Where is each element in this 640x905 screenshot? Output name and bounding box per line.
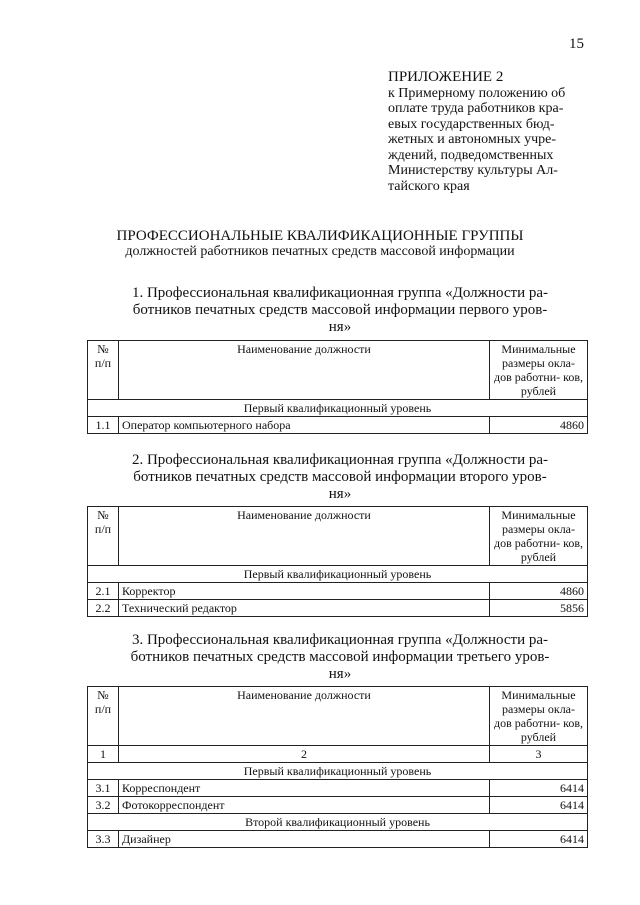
appendix-block [388, 70, 598, 194]
row-name: Дизайнер [119, 831, 490, 848]
index-row [88, 746, 588, 763]
row-num: 1.1 [88, 417, 119, 434]
row-num: 3.3 [88, 831, 119, 848]
document-title-line2: должностей работников печатных средств массовой информации [125, 244, 515, 259]
appendix-title: ПРИЛОЖЕНИЕ 2 [388, 69, 504, 85]
table-row [88, 417, 588, 434]
row-value: 5856 [490, 600, 588, 617]
row-value: 6414 [490, 780, 588, 797]
row-name: Фотокорреспондент [119, 797, 490, 814]
group-heading-line: ня» [328, 486, 352, 502]
row-value: 6414 [490, 831, 588, 848]
row-value: 6414 [490, 797, 588, 814]
header-name: Наименование должности [119, 687, 490, 746]
table-row [88, 797, 588, 814]
table-row [88, 831, 588, 848]
group-heading-line: ботников печатных средств массовой информации первого уров- [132, 302, 548, 318]
appendix-line: к Примерному положению об [388, 85, 566, 101]
table-header-row [88, 341, 588, 400]
level-row [88, 566, 588, 583]
row-name: Оператор компьютерного набора [119, 417, 490, 434]
table-header-row [88, 507, 588, 566]
index-cell: 3 [490, 746, 588, 763]
level-label: Первый квалификационный уровень [88, 763, 588, 780]
group-2-heading [110, 452, 570, 503]
level-label: Первый квалификационный уровень [88, 400, 588, 417]
row-name: Корреспондент [119, 780, 490, 797]
row-name: Технический редактор [119, 600, 490, 617]
appendix-line: жетных и автономных учре- [388, 132, 557, 147]
appendix-line: оплате труда работников кра- [388, 101, 564, 116]
group-2-table [87, 506, 588, 617]
level-row [88, 400, 588, 417]
header-min-salary: Минимальные размеры окла- дов работни- ков, рублей [490, 687, 588, 746]
group-3-heading [110, 632, 570, 683]
group-heading-line: ня» [328, 666, 352, 682]
header-name: Наименование должности [119, 507, 490, 566]
document-title-line1: ПРОФЕССИОНАЛЬНЫЕ КВАЛИФИКАЦИОННЫЕ ГРУППЫ [116, 228, 524, 244]
group-heading-line: 1. Профессиональная квалификационная группа «Должности ра- [131, 285, 549, 301]
level-label: Первый квалификационный уровень [88, 566, 588, 583]
row-num: 2.2 [88, 600, 119, 617]
page-number: 15 [569, 36, 584, 52]
row-num: 3.1 [88, 780, 119, 797]
level-row [88, 763, 588, 780]
document-title [0, 229, 640, 259]
group-1-heading [110, 285, 570, 336]
group-heading-line: ня» [328, 319, 352, 335]
table-row [88, 583, 588, 600]
table-header-row [88, 687, 588, 746]
header-num: № п/п [88, 687, 119, 746]
group-heading-line: 3. Профессиональная квалификационная группа «Должности ра- [131, 632, 549, 648]
row-num: 3.2 [88, 797, 119, 814]
appendix-line: Министерству культуры Ал- [388, 163, 558, 178]
index-cell: 1 [88, 746, 119, 763]
header-num: № п/п [88, 341, 119, 400]
header-name: Наименование должности [119, 341, 490, 400]
index-cell: 2 [119, 746, 490, 763]
table-row [88, 600, 588, 617]
appendix-line: евых государственных бюд- [388, 116, 555, 132]
group-heading-line: 2. Профессиональная квалификационная группа «Должности ра- [131, 452, 549, 468]
row-name: Корректор [119, 583, 490, 600]
level-row [88, 814, 588, 831]
row-num: 2.1 [88, 583, 119, 600]
group-heading-line: ботников печатных средств массовой информации третьего уров- [130, 649, 550, 665]
header-min-salary: Минимальные размеры окла- дов работни- ков, рублей [490, 341, 588, 400]
row-value: 4860 [490, 417, 588, 434]
header-min-salary: Минимальные размеры окла- дов работни- ков, рублей [490, 507, 588, 566]
level-label: Второй квалификационный уровень [88, 814, 588, 831]
group-1-table [87, 340, 588, 434]
appendix-line: ждений, подведомственных [388, 147, 554, 163]
table-row [88, 780, 588, 797]
group-3-table [87, 686, 588, 848]
row-value: 4860 [490, 583, 588, 600]
appendix-line: тайского края [388, 178, 470, 194]
header-num: № п/п [88, 507, 119, 566]
group-heading-line: ботников печатных средств массовой информации второго уров- [133, 469, 547, 485]
